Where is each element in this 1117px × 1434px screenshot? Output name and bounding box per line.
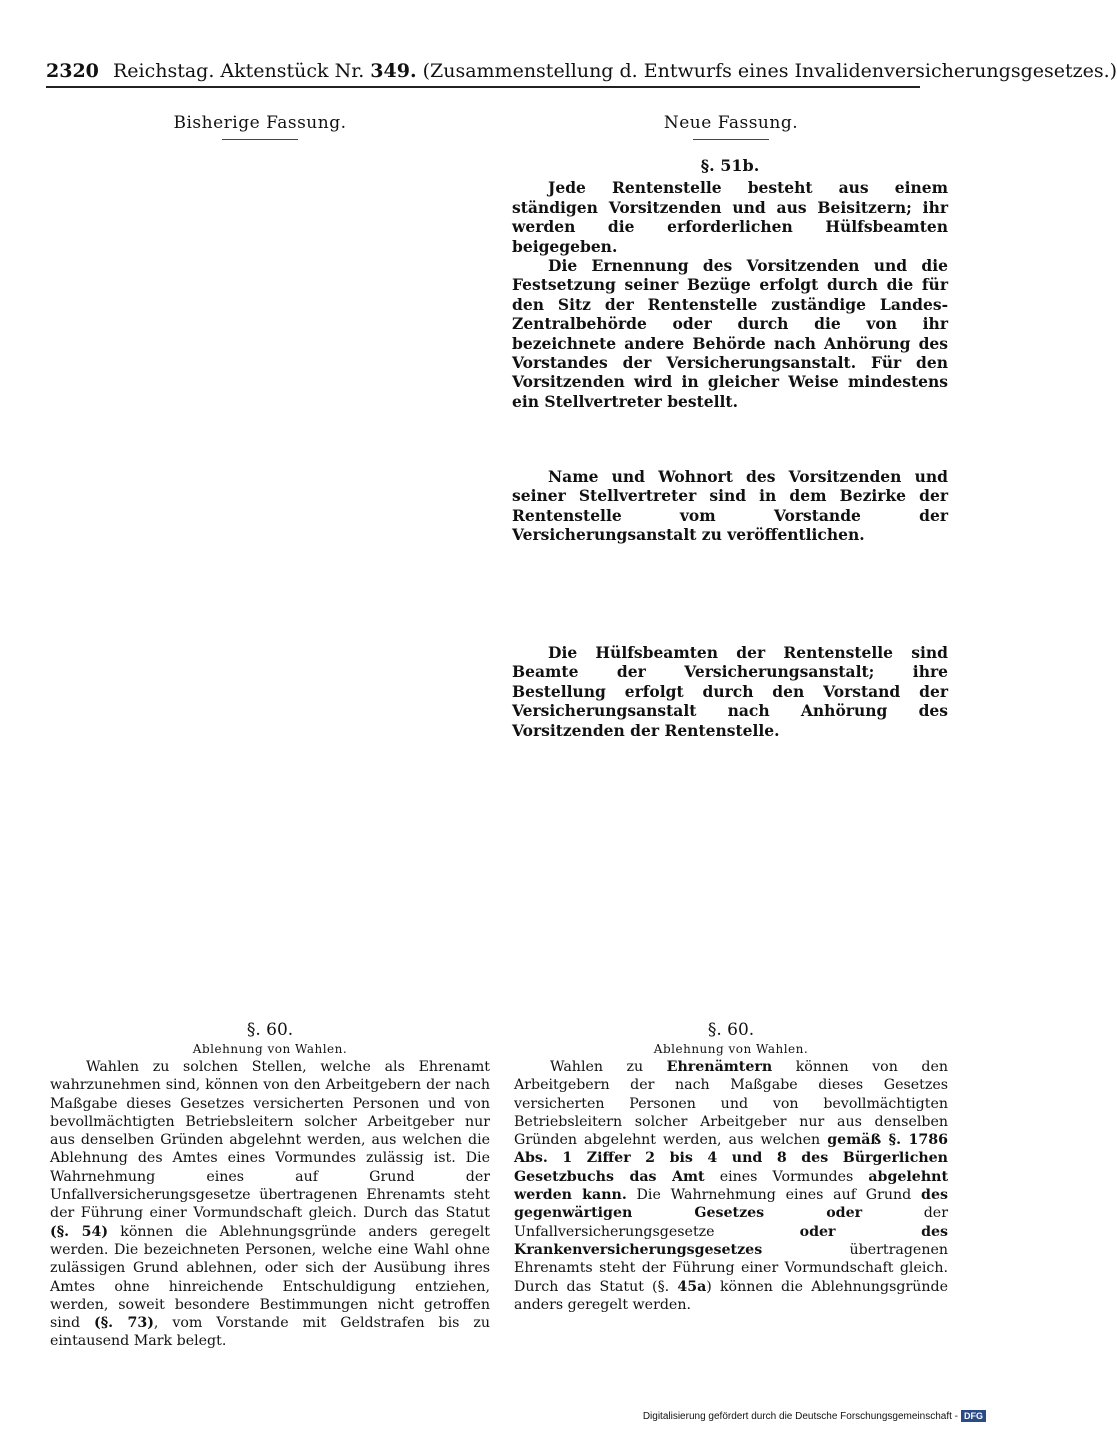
page-header [46, 58, 1117, 88]
body-text: Wahlen zu [550, 1059, 667, 1075]
section-title: Ablehnung von Wahlen. [653, 1042, 809, 1056]
left-section-60 [50, 1020, 490, 1351]
emphasis-text: oder des Krankenversicherungsgesetzes [514, 1223, 948, 1258]
section-number: §. 60. [246, 1020, 294, 1040]
section-number: §. 60. [707, 1020, 755, 1040]
new-section-51b [512, 156, 948, 411]
left-column-title-text: Bisherige Fassung. [173, 113, 347, 133]
page-number: 2320 [46, 60, 99, 82]
left-column-title [110, 113, 410, 140]
emphasis-text: Ehrenämtern [666, 1059, 773, 1075]
footer-credit: Digitalisierung gefördert durch die Deutsche Forschungsgemeinschaft - [642, 1410, 958, 1422]
body-text: können von den Arbeitgebern der nach Maßgabe dieses Gesetzes versicherten Personen und von bevollmächtigten Betriebsleitern solcher Arbeitgeber nur aus denselben Gründen abgelehnt werden, aus welchen [514, 1059, 948, 1149]
body-text: Wahlen zu solchen Stellen, welche als Ehrenamt wahrzunehmen sind, können von den Arbeitgebern der nach Maßgabe dieses Gesetzes versicherten Personen und von bevollmächtigten Betriebsleitern solcher Arbeitgeber nur aus denselben Gründen abgelehnt werden, aus welchen die Ablehnung des Amtes eines Vormundes zulässig ist. Die Wahrnehmung eines auf Grund der Unfallversicherungsgesetze übertragenen Ehrenamts steht der Führung einer Vormundschaft gleich. Durch das Statut [50, 1059, 490, 1222]
paragraph-3: Name und Wohnort des Vorsitzenden und seiner Stellvertreter sind in dem Bezirke der Rentenstelle vom Vorstande der Versicherungsanstalt zu veröffentlichen. [512, 467, 948, 545]
body-text: der Unfallversicherungsgesetze [514, 1205, 948, 1240]
header-doc-label: Aktenstück Nr. [220, 60, 365, 82]
title-rule [693, 139, 769, 140]
paragraph-1: Jede Rentenstelle besteht aus einem ständigen Vorsitzenden und aus Beisitzern; ihr werden die erforderlichen Hülfsbeamten beigegeben. [512, 178, 948, 256]
right-section-60 [514, 1020, 948, 1314]
body-text: , vom Vorstande mit Geldstrafen bis zu eintausend Mark belegt. [50, 1315, 490, 1350]
body-text: eines Vormundes [704, 1168, 869, 1185]
paragraph-4: Die Hülfsbeamten der Rentenstelle sind Beamte der Versicherungsanstalt; ihre Bestellung erfolgt durch den Vorstand der Versicherungsanstalt nach Anhörung des Vorsitzenden der Rentenstelle. [512, 643, 948, 740]
emphasis-text: gemäß §. 1786 Abs. 1 Ziffer 2 bis 4 und 8 des Bürgerlichen Gesetzbuchs das Amt [514, 1132, 948, 1185]
body-text: ) können die Ablehnungsgründe anders geregelt werden. [514, 1278, 949, 1313]
section-reference: (§. 54) [50, 1223, 109, 1240]
right-column-title-text: Neue Fassung. [663, 113, 799, 133]
header-body: Reichstag. [112, 60, 215, 82]
digitization-footer [643, 1410, 986, 1422]
paragraph-2: Die Ernennung des Vorsitzenden und die Festsetzung seiner Bezüge erfolgt durch die für den Sitz der Rentenstelle zuständige Landes-Zentralbehörde oder durch die von ihr bezeichnete andere Behörde nach Anhörung des Vorstandes der Versicherungsanstalt. Für den Vorsitzenden wird in gleicher Weise mindestens ein Stellvertreter bestellt. [512, 256, 948, 411]
emphasis-text: des gegenwärtigen Gesetzes oder [514, 1187, 948, 1222]
header-subject: (Zusammenstellung d. Entwurfs eines Invalidenversicherungsgesetzes.) [422, 60, 1117, 82]
body-text: können die Ablehnungsgründe anders geregelt werden. Die bezeichneten Personen, welche eine Wahl ohne zulässigen Grund ablehnen, oder sich der Ausübung ihres Amtes ohne hinreichende Entschuldigung entziehen, werden, soweit besondere Bestimmungen nicht getroffen sind [50, 1223, 491, 1332]
section-body [50, 1058, 490, 1351]
header-doc-number: 349. [370, 60, 417, 82]
para-number: §. 51b. [700, 156, 760, 175]
emphasis-text: abgelehnt werden kann. [514, 1168, 949, 1204]
section-body [514, 1058, 948, 1314]
new-paragraph-3 [512, 467, 948, 545]
new-paragraph-4 [512, 643, 948, 740]
right-column-title [581, 113, 881, 140]
section-title: Ablehnung von Wahlen. [192, 1042, 348, 1056]
body-text: übertragenen Ehrenamts steht der Führung einer Vormundschaft gleich. Durch das Statut (§. [514, 1241, 948, 1295]
body-text: Die Wahrnehmung eines auf Grund [626, 1187, 922, 1204]
dfg-logo: DFG [961, 1410, 986, 1422]
title-rule [222, 139, 298, 140]
emphasis-text: 45a [677, 1278, 707, 1295]
section-reference: (§. 73) [94, 1315, 154, 1332]
